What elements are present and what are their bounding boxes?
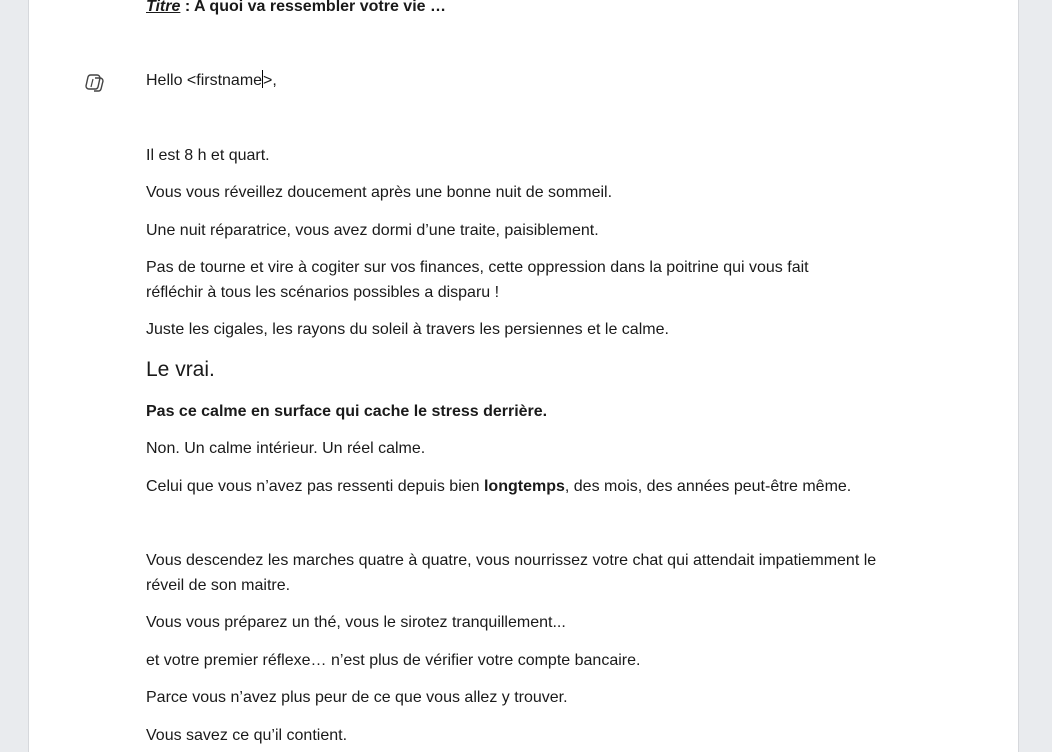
copilot-icon[interactable]	[84, 71, 106, 93]
paragraph[interactable]: Juste les cigales, les rayons du soleil à travers les persiennes et le calme.	[146, 321, 669, 338]
greeting-line[interactable]	[146, 68, 277, 93]
bold-paragraph[interactable]: Pas ce calme en surface qui cache le stress derrière.	[146, 403, 548, 420]
paragraph[interactable]: Pas de tourne et vire à cogiter sur vos finances, cette oppression dans la poitrine qui vous fait réfléchir à tous les scénarios possibles a disparu !	[146, 259, 809, 301]
paragraph[interactable]: Parce vous n’avez plus peur de ce que vous allez y trouver.	[146, 689, 568, 706]
title-text: A quoi va ressembler votre vie …	[190, 0, 446, 15]
greeting-text: Hello <firstname	[146, 72, 263, 89]
paragraph[interactable]	[146, 474, 851, 499]
greeting-text-end: >,	[263, 72, 277, 89]
title-colon: :	[180, 0, 191, 15]
bold-word: longtemps	[483, 478, 565, 495]
paragraph[interactable]: et votre premier réflexe… n’est plus de vérifier votre compte bancaire.	[146, 652, 641, 669]
paragraph[interactable]: Vous savez ce qu’il contient.	[146, 727, 348, 744]
paragraph[interactable]: Vous descendez les marches quatre à quatre, vous nourrissez votre chat qui attendait impatiemment le réveil de son maitre.	[146, 552, 877, 594]
document-title[interactable]	[146, 0, 446, 19]
paragraph[interactable]: Une nuit réparatrice, vous avez dormi d’une traite, paisiblement.	[146, 222, 599, 239]
paragraph[interactable]: Il est 8 h et quart.	[146, 147, 270, 164]
paragraph[interactable]: Vous vous préparez un thé, vous le sirotez tranquillement...	[146, 614, 566, 631]
document-page[interactable]	[28, 0, 1019, 752]
section-heading[interactable]: Le vrai.	[146, 358, 215, 381]
paragraph[interactable]: Non. Un calme intérieur. Un réel calme.	[146, 440, 426, 457]
paragraph-text: Celui que vous n’avez pas ressenti depuis bien	[146, 478, 484, 495]
paragraph-text: , des mois, des années peut-être même.	[564, 478, 852, 495]
title-label: Titre	[146, 0, 181, 15]
paragraph[interactable]: Vous vous réveillez doucement après une bonne nuit de sommeil.	[146, 184, 613, 201]
